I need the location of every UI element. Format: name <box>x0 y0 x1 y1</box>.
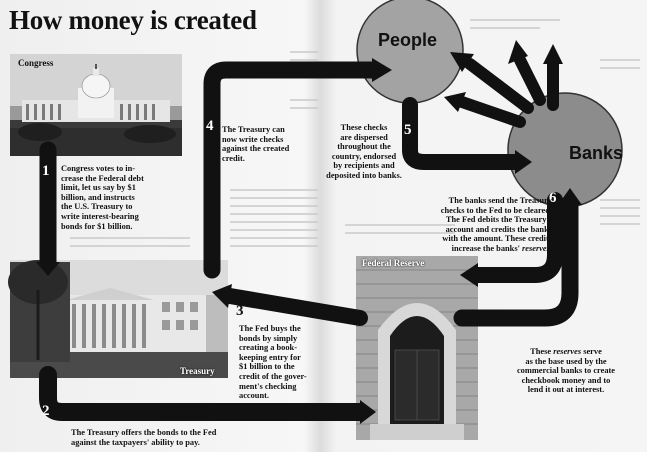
banks-label: Banks <box>569 143 624 163</box>
step-6-number: 6 <box>549 190 557 206</box>
step-3-number: 3 <box>236 303 244 319</box>
reserves-footnote: These reserves serve as the base used by the commercial banks to create checkbook money and to lend it out at interest. <box>516 347 616 395</box>
people-circle <box>357 0 463 103</box>
step-4-text: The Treasury can now write checks against the created credit. <box>222 125 290 163</box>
page-title: How money is created <box>9 5 257 35</box>
step-1-number: 1 <box>42 163 50 179</box>
step-3-text: The Fed buys the bonds by simply creating a book- keeping entry for $1 billion to the credit of the gover- ment's checking account. <box>239 324 307 401</box>
step-4-number: 4 <box>206 118 214 134</box>
treasury-label: Treasury <box>180 366 215 376</box>
step-2-number: 2 <box>42 403 50 419</box>
step-2-text: The Treasury offers the bonds to the Fed against the taxpayers' ability to pay. <box>71 428 217 447</box>
congress-label: Congress <box>18 58 54 68</box>
step-5-text: These checks are dispersed throughout the country, endorsed by recipients and deposited into banks. <box>326 123 402 180</box>
step-5-number: 5 <box>404 122 412 138</box>
step-1-text: Congress votes to in- crease the Federal debt limit, let us say by $1 billion, and instructs the U.S. Treasury to write interest-bearing bonds for $1 billion. <box>61 164 144 231</box>
step-6-text: The banks send the Treasury checks to the Fed to be cleared. The Fed debits the Treasury's account and credits the banks with the amount. These credits increase the banks' reserves. <box>440 196 552 253</box>
people-label: People <box>378 30 438 50</box>
federal-reserve-label: Federal Reserve <box>362 258 425 268</box>
